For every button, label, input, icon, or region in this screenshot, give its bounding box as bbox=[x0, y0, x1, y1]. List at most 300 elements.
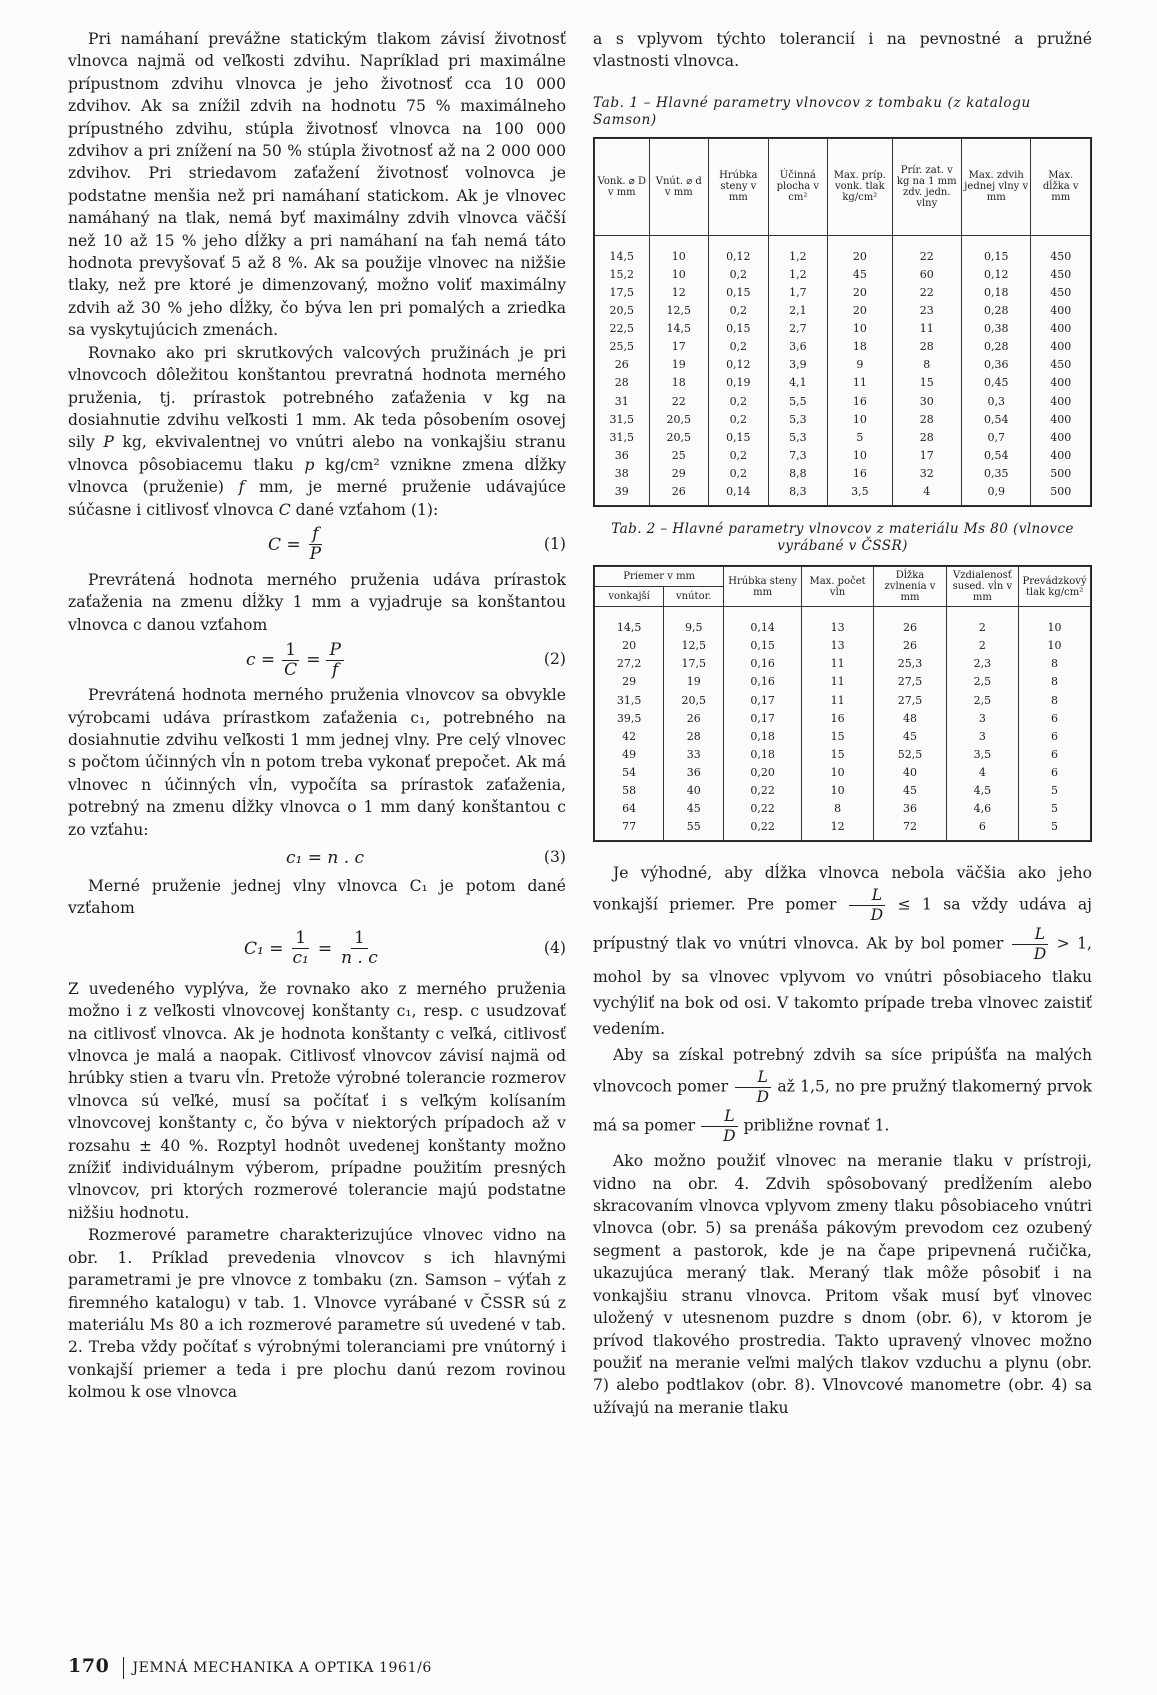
table2-row bbox=[595, 818, 1091, 841]
table2-caption: Tab. 2 – Hlavné parametry vlnovcov z materiálu Ms 80 (vlnovce vyrábané v ČSSR) bbox=[611, 521, 1074, 555]
text-run: kg, ekvivalentnej vo vnútri alebo na vonkajšiu stranu vlnovca pôsobiacemu tlaku bbox=[68, 433, 566, 474]
table2-cell: 15 bbox=[801, 728, 873, 746]
eq3-expression: c₁ = n . c bbox=[286, 848, 365, 868]
th-tlak: Prevádzkový tlak kg/cm² bbox=[1019, 567, 1091, 607]
table1-cell: 0,2 bbox=[709, 465, 769, 483]
table2-cell: 10 bbox=[801, 782, 873, 800]
table1-cell: 500 bbox=[1031, 465, 1091, 483]
table1-cell: 45 bbox=[828, 266, 892, 284]
table1-cell: 0,7 bbox=[962, 429, 1031, 447]
eq3-label: (3) bbox=[543, 848, 566, 866]
table1-cell: 0,2 bbox=[709, 393, 769, 411]
table1-cell: 20,5 bbox=[595, 302, 650, 320]
table2-cell: 11 bbox=[801, 655, 873, 673]
right-column bbox=[593, 28, 1092, 1419]
table1-cell: 31 bbox=[595, 393, 650, 411]
table1-cell: 10 bbox=[649, 266, 709, 284]
table1-cell: 28 bbox=[892, 429, 961, 447]
text-run: > 1, mohol by sa vlnovec vplyvom vo vnútri pôsobiaceho tlaku vychýliť na bok od osi. V takomto prípade treba vlnovec zaistiť vedením. bbox=[593, 934, 1092, 1039]
equation-1 bbox=[68, 521, 566, 569]
table1-cell: 25,5 bbox=[595, 338, 650, 356]
table1-cell: 8,3 bbox=[768, 483, 828, 506]
table1-row bbox=[595, 465, 1091, 483]
table2-cell: 27,2 bbox=[595, 655, 664, 673]
eq1-fraction bbox=[307, 525, 324, 564]
table1-cell: 18 bbox=[649, 374, 709, 392]
table1-cell: 36 bbox=[595, 447, 650, 465]
eq4-fraction-2 bbox=[338, 929, 381, 968]
table1-header: Max. zdvih jednej vlny v mm bbox=[962, 138, 1031, 235]
table2-cell: 5 bbox=[1019, 782, 1091, 800]
table1-cell: 0,28 bbox=[962, 302, 1031, 320]
table1-cell: 20,5 bbox=[649, 429, 709, 447]
table1-cell: 0,15 bbox=[709, 429, 769, 447]
eq2-fraction-1 bbox=[281, 641, 300, 680]
table2-cell: 0,16 bbox=[724, 655, 802, 673]
table2-cell: 55 bbox=[664, 818, 724, 841]
left-column bbox=[68, 28, 566, 1404]
table1-cell: 0,15 bbox=[709, 284, 769, 302]
table1-header: Prír. zat. v kg na 1 mm zdv. jedn. vlny bbox=[892, 138, 961, 235]
table1-cell: 400 bbox=[1031, 447, 1091, 465]
table1-cell: 11 bbox=[828, 374, 892, 392]
ratio-den: D bbox=[723, 1127, 736, 1146]
th-hrubka: Hrúbka steny mm bbox=[724, 567, 802, 607]
table1-cell: 16 bbox=[828, 465, 892, 483]
table2-cell: 6 bbox=[1019, 764, 1091, 782]
paragraph-wave-count: Prevrátená hodnota merného pruženia vlnovcov sa obvykle výrobcami udáva prírastkom zaťaženia c₁, potrebného na dosiahnutie zdvihu veľkosti 1 mm jednej vlny. Pre celý vlnovec s počtom účinných vĺn n potom treba vykonať prepočet. Ak má vlnovec n účinných vĺn, vypočíta sa prírastok zaťaženia, potrebný na zmenu dĺžky vlnovca o 1 mm daný konštantou c zo vzťahu: bbox=[68, 686, 566, 839]
th-vnutor: vnútor. bbox=[664, 587, 724, 607]
table2-cell: 4,5 bbox=[946, 782, 1018, 800]
table1-cell: 0,28 bbox=[962, 338, 1031, 356]
table1-cell: 23 bbox=[892, 302, 961, 320]
table1-cell: 31,5 bbox=[595, 411, 650, 429]
table2-cell: 58 bbox=[595, 782, 664, 800]
table2-cell: 26 bbox=[874, 607, 946, 638]
text-run: Rovnako ako pri skrutkových valcových pružinách je pri vlnovcoch dôležitou konštantou prevratná hodnota merného pruženia, tj. prírastok potrebného zaťaženia v kg na dosiahnutie zdvihu veľkosti 1 mm. Ak teda pôsobením osovej sily bbox=[68, 343, 566, 452]
table1-cell: 0,9 bbox=[962, 483, 1031, 506]
table1-row bbox=[595, 411, 1091, 429]
table1-cell: 39 bbox=[595, 483, 650, 506]
table2-cell: 3 bbox=[946, 710, 1018, 728]
table1-header: Vonk. ⌀ D v mm bbox=[595, 138, 650, 235]
table1-cell: 15 bbox=[892, 374, 961, 392]
table2-cell: 5 bbox=[1019, 818, 1091, 841]
table2-cell: 25,3 bbox=[874, 655, 946, 673]
table1-cell: 0,36 bbox=[962, 356, 1031, 374]
table2-cell: 27,5 bbox=[874, 692, 946, 710]
table1-cell: 20 bbox=[828, 284, 892, 302]
table2-cell: 45 bbox=[664, 800, 724, 818]
table2-cell: 14,5 bbox=[595, 607, 664, 638]
table1-cell: 14,5 bbox=[595, 235, 650, 266]
table1-cell: 0,2 bbox=[709, 266, 769, 284]
text-run: mm, je merné pruženie udávajúce súčasne i citlivosť vlnovca bbox=[68, 478, 566, 519]
table1-cell: 400 bbox=[1031, 429, 1091, 447]
table2-row bbox=[595, 673, 1091, 691]
table2-cell: 45 bbox=[874, 782, 946, 800]
page-number: 170 bbox=[68, 1655, 110, 1677]
table2-cell: 15 bbox=[801, 746, 873, 764]
table2-cell: 49 bbox=[595, 746, 664, 764]
table1 bbox=[593, 137, 1092, 507]
eq4-num2: 1 bbox=[351, 929, 368, 949]
table1-cell: 14,5 bbox=[649, 320, 709, 338]
table1-cell: 17 bbox=[649, 338, 709, 356]
journal-title: JEMNÁ MECHANIKA A OPTIKA 1961/6 bbox=[132, 1660, 432, 1676]
ratio-fraction bbox=[1011, 925, 1050, 964]
paragraph-spring-constant bbox=[68, 342, 566, 521]
paragraph-single-wave: Merné pruženie jednej vlny vlnovca C₁ je potom dané vzťahom bbox=[68, 877, 566, 918]
table1-cell: 1,7 bbox=[768, 284, 828, 302]
eq2-num1: 1 bbox=[282, 641, 299, 661]
symbol-C: C bbox=[278, 500, 291, 519]
table1-cell: 3,9 bbox=[768, 356, 828, 374]
text-run: ≤ 1 sa vždy udáva aj prípustný tlak vo vnútri vlnovca. Ak by bol pomer bbox=[593, 895, 1093, 953]
eq1-lhs: C = bbox=[268, 534, 301, 555]
table2-cell: 48 bbox=[874, 710, 946, 728]
table2-cell: 64 bbox=[595, 800, 664, 818]
page-footer bbox=[68, 1655, 432, 1679]
text-run: až 1,5, no pre pružný tlakomerný prvok má sa pomer bbox=[593, 1077, 1092, 1135]
text-run: Je výhodné, aby dĺžka vlnovca nebola väčšia ako jeho vonkajší priemer. Pre pomer bbox=[593, 864, 1092, 914]
table2-cell: 4 bbox=[946, 764, 1018, 782]
table1-cell: 400 bbox=[1031, 393, 1091, 411]
table2-row bbox=[595, 607, 1091, 638]
table2-cell: 29 bbox=[595, 673, 664, 691]
table2-cell: 2,5 bbox=[946, 692, 1018, 710]
table1-cell: 7,3 bbox=[768, 447, 828, 465]
table1-cell: 0,15 bbox=[962, 235, 1031, 266]
table1-cell: 16 bbox=[828, 393, 892, 411]
table2-cell: 54 bbox=[595, 764, 664, 782]
table2-cell: 10 bbox=[801, 764, 873, 782]
table2-cell: 40 bbox=[874, 764, 946, 782]
table1-cell: 60 bbox=[892, 266, 961, 284]
table1-cell: 2,7 bbox=[768, 320, 828, 338]
table1-header: Účinná plocha v cm² bbox=[768, 138, 828, 235]
table2-cell: 12,5 bbox=[664, 637, 724, 655]
paragraph-ratio-2 bbox=[593, 1042, 1092, 1146]
table1-cell: 22 bbox=[892, 235, 961, 266]
table2-row bbox=[595, 782, 1091, 800]
ratio-num: L bbox=[1012, 925, 1048, 945]
table2-cell: 6 bbox=[946, 818, 1018, 841]
table1-cell: 1,2 bbox=[768, 235, 828, 266]
th-vzdialenost: Vzdialenosť sused. vĺn v mm bbox=[946, 567, 1018, 607]
table2-cell: 45 bbox=[874, 728, 946, 746]
table1-cell: 28 bbox=[892, 338, 961, 356]
table1-row bbox=[595, 447, 1091, 465]
table1-cell: 0,19 bbox=[709, 374, 769, 392]
paragraph-inverse-constant: Prevrátená hodnota merného pruženia udáva prírastok zaťaženia na zmenu dĺžky 1 mm a vyjadruje sa konštantou vlnovca c danou vzťahom bbox=[68, 570, 566, 634]
paragraph-manometer: Ako možno použiť vlnovec na meranie tlaku v prístroji, vidno na obr. 4. Zdvih spôsobovaný predĺžením alebo skracovaním vlnovca vplyvom zmeny tlaku pôsobiaceho vnútri vlnovca (obr. 5) sa prenáša pákovým prevodom cez ozubený segment a pastorok, kde je na čape pripevnená ručička, ukazujúca meraný tlak. Meraný tlak môže pôsobiť i na vonkajšiu stranu vlnovca. Pritom však musí byť vlnovec uložený v utesnenom puzdre s dnom (obr. 6), v ktorom je prívod tlakového prostredia. Takto upravený vlnovec možno použiť na meranie veľmi malých tlakov vzduchu a plynu (obr. 7) alebo podtlakov (obr. 8). Vlnovcové manometre (obr. 4) sa užívajú na meranie tlaku bbox=[593, 1152, 1092, 1417]
th-priemer: Priemer v mm bbox=[595, 567, 724, 587]
table1-cell: 3,5 bbox=[828, 483, 892, 506]
table1-cell: 29 bbox=[649, 465, 709, 483]
table1-caption: Tab. 1 – Hlavné parametry vlnovcov z tombaku (z katalogu Samson) bbox=[593, 94, 1031, 128]
table1-row bbox=[595, 429, 1091, 447]
table2-cell: 77 bbox=[595, 818, 664, 841]
symbol-p: p bbox=[304, 455, 315, 474]
table2-cell: 42 bbox=[595, 728, 664, 746]
eq4-label: (4) bbox=[543, 938, 566, 957]
eq1-label: (1) bbox=[543, 534, 566, 553]
ratio-den: D bbox=[756, 1088, 769, 1107]
eq4-lhs: C₁ = bbox=[244, 938, 284, 959]
table2-cell: 17,5 bbox=[664, 655, 724, 673]
paragraph-static-load: Pri namáhaní prevážne statickým tlakom závisí životnosť vlnovca najmä od veľkosti zdvihu. Napríklad pri maximálne prípustnom zdvihu vlnovca je jeho životnosť cca 10 000 zdvihov. Ak sa znížil zdvih na hodnotu 75 % maximálneho prípustného zdvihu, stúpla životnosť vlnovca na 100 000 zdvihov a pri znížení na 50 % stúpla životnosť až na 2 000 000 zdvihov. Pri striedavom zaťažení životnosť volnovca je podstatne menšia než pri namáhaní statickom. Ak je vlnovec namáhaný na tlak, nemá byť maximálny zdvih vlnovca väčší než 10 až 15 % jeho dĺžky a pri namáhaní na ťah nemá táto hodnota prevyšovať 5 až 8 %. Ak sa použije vlnovec na nižšie tlaky, než pre ktoré je dimenzovaný, možno voliť maximálny zdvih až 30 % jeho dĺžky, čo býva len pri pomalých a zriedka sa vyskytujúcich zmenách. bbox=[68, 30, 566, 340]
table2-cell: 4,6 bbox=[946, 800, 1018, 818]
eq4-den2: n . c bbox=[341, 948, 378, 969]
table2-cell: 0,20 bbox=[724, 764, 802, 782]
table2-cell: 2,5 bbox=[946, 673, 1018, 691]
ratio-num: L bbox=[701, 1107, 737, 1127]
table2-row bbox=[595, 655, 1091, 673]
table1-cell: 0,2 bbox=[709, 411, 769, 429]
table2-cell: 28 bbox=[664, 728, 724, 746]
table1-cell: 0,15 bbox=[709, 320, 769, 338]
table1-row bbox=[595, 374, 1091, 392]
table2-cell: 31,5 bbox=[595, 692, 664, 710]
table2-cell: 0,17 bbox=[724, 710, 802, 728]
symbol-P: P bbox=[103, 433, 114, 452]
table1-cell: 28 bbox=[892, 411, 961, 429]
table2-cell: 0,18 bbox=[724, 746, 802, 764]
table1-cell: 3,6 bbox=[768, 338, 828, 356]
table1-row bbox=[595, 356, 1091, 374]
table1-cell: 12,5 bbox=[649, 302, 709, 320]
table2-cell: 39,5 bbox=[595, 710, 664, 728]
table1-cell: 500 bbox=[1031, 483, 1091, 506]
table1-cell: 5 bbox=[828, 429, 892, 447]
equation-2 bbox=[68, 636, 566, 684]
table1-cell: 22 bbox=[892, 284, 961, 302]
table2-row bbox=[595, 637, 1091, 655]
table2-cell: 27,5 bbox=[874, 673, 946, 691]
table1-cell: 0,54 bbox=[962, 411, 1031, 429]
table1-cell: 450 bbox=[1031, 284, 1091, 302]
table1-cell: 0,12 bbox=[962, 266, 1031, 284]
eq4-fraction-1 bbox=[289, 929, 311, 968]
table2-cell: 8 bbox=[1019, 692, 1091, 710]
table2-cell: 72 bbox=[874, 818, 946, 841]
eq2-lhs: c = bbox=[246, 650, 276, 671]
table1-cell: 0,18 bbox=[962, 284, 1031, 302]
table2-cell: 11 bbox=[801, 673, 873, 691]
table1-cell: 22,5 bbox=[595, 320, 650, 338]
table2-cell: 2 bbox=[946, 637, 1018, 655]
table1-cell: 450 bbox=[1031, 235, 1091, 266]
table2-cell: 8 bbox=[1019, 673, 1091, 691]
table2-cell: 9,5 bbox=[664, 607, 724, 638]
table1-cell: 17 bbox=[892, 447, 961, 465]
paragraph-continued: a s vplyvom týchto tolerancií i na pevnostné a pružné vlastnosti vlnovca. bbox=[593, 30, 1092, 71]
table2-row bbox=[595, 764, 1091, 782]
table2-cell: 11 bbox=[801, 692, 873, 710]
equation-3 bbox=[68, 841, 566, 875]
th-vonkajsi: vonkajší bbox=[595, 587, 664, 607]
table2-cell: 6 bbox=[1019, 746, 1091, 764]
table1-row bbox=[595, 320, 1091, 338]
th-dlzka: Dĺžka zvlnenia v mm bbox=[874, 567, 946, 607]
table1-cell: 20 bbox=[828, 235, 892, 266]
table2-cell: 0,15 bbox=[724, 637, 802, 655]
table1-cell: 8,8 bbox=[768, 465, 828, 483]
table1-cell: 30 bbox=[892, 393, 961, 411]
table1-cell: 4,1 bbox=[768, 374, 828, 392]
table2-cell: 0,14 bbox=[724, 607, 802, 638]
table2-cell: 36 bbox=[874, 800, 946, 818]
table1-cell: 400 bbox=[1031, 320, 1091, 338]
eq4-num1: 1 bbox=[292, 929, 309, 949]
table2-row bbox=[595, 692, 1091, 710]
ratio-fraction bbox=[733, 1068, 772, 1107]
table2-cell: 52,5 bbox=[874, 746, 946, 764]
table1-cell: 38 bbox=[595, 465, 650, 483]
table1-header: Max. príp. vonk. tlak kg/cm² bbox=[828, 138, 892, 235]
table2-cell: 3 bbox=[946, 728, 1018, 746]
table1-row bbox=[595, 338, 1091, 356]
eq2-den2: f bbox=[332, 659, 339, 680]
eq2-den1: C bbox=[284, 659, 298, 680]
table1-cell: 0,12 bbox=[709, 356, 769, 374]
ratio-den: D bbox=[1033, 945, 1047, 964]
text-run: približne rovnať 1. bbox=[743, 1116, 890, 1135]
table1-row bbox=[595, 284, 1091, 302]
table1-cell: 5,3 bbox=[768, 429, 828, 447]
table1-cell: 400 bbox=[1031, 411, 1091, 429]
table1-cell: 25 bbox=[649, 447, 709, 465]
table2-cell: 13 bbox=[801, 607, 873, 638]
table1-cell: 10 bbox=[649, 235, 709, 266]
table1-cell: 0,45 bbox=[962, 374, 1031, 392]
table1-cell: 450 bbox=[1031, 356, 1091, 374]
th-pocet: Max. počet vĺn bbox=[801, 567, 873, 607]
table2-cell: 6 bbox=[1019, 710, 1091, 728]
table1-cell: 26 bbox=[649, 483, 709, 506]
table2-cell: 10 bbox=[1019, 607, 1091, 638]
table2-cell: 0,22 bbox=[724, 800, 802, 818]
eq1-denominator: P bbox=[309, 544, 322, 565]
table1-cell: 10 bbox=[828, 447, 892, 465]
table1-cell: 12 bbox=[649, 284, 709, 302]
table1-cell: 1,2 bbox=[768, 266, 828, 284]
table2-cell: 12 bbox=[801, 818, 873, 841]
table2-cell: 5 bbox=[1019, 800, 1091, 818]
table2-cell: 0,22 bbox=[724, 782, 802, 800]
text-run: dané vzťahom (1): bbox=[295, 500, 439, 519]
table2-cell: 6 bbox=[1019, 728, 1091, 746]
table1-header: Max. dĺžka v mm bbox=[1031, 138, 1091, 235]
table1-cell: 19 bbox=[649, 356, 709, 374]
table1-cell: 0,35 bbox=[962, 465, 1031, 483]
table1-row bbox=[595, 393, 1091, 411]
table2 bbox=[593, 565, 1092, 842]
eq4-den1: c₁ bbox=[292, 948, 309, 969]
table1-cell: 28 bbox=[595, 374, 650, 392]
table2-cell: 0,16 bbox=[724, 673, 802, 691]
eq1-numerator: f bbox=[309, 525, 321, 545]
table1-row bbox=[595, 483, 1091, 506]
table1-cell: 400 bbox=[1031, 338, 1091, 356]
table1-cell: 8 bbox=[892, 356, 961, 374]
table1-cell: 32 bbox=[892, 465, 961, 483]
table1-cell: 11 bbox=[892, 320, 961, 338]
table2-row bbox=[595, 728, 1091, 746]
table2-cell: 10 bbox=[1019, 637, 1091, 655]
eq2-label: (2) bbox=[543, 650, 566, 669]
table1-cell: 0,2 bbox=[709, 302, 769, 320]
paragraph-ratio bbox=[593, 860, 1092, 1042]
table1-cell: 400 bbox=[1031, 302, 1091, 320]
table2-cell: 0,18 bbox=[724, 728, 802, 746]
eq2-num2: P bbox=[326, 641, 343, 661]
table1-cell: 0,54 bbox=[962, 447, 1031, 465]
footer-divider bbox=[123, 1657, 124, 1679]
table2-cell: 2,3 bbox=[946, 655, 1018, 673]
table1-cell: 15,2 bbox=[595, 266, 650, 284]
table1-cell: 2,1 bbox=[768, 302, 828, 320]
table2-cell: 13 bbox=[801, 637, 873, 655]
table2-cell: 2 bbox=[946, 607, 1018, 638]
table2-row bbox=[595, 710, 1091, 728]
table1-cell: 31,5 bbox=[595, 429, 650, 447]
table1-cell: 20 bbox=[828, 302, 892, 320]
table1-cell: 0,3 bbox=[962, 393, 1031, 411]
eq2-equals: = bbox=[306, 650, 321, 671]
table1-cell: 26 bbox=[595, 356, 650, 374]
table1-cell: 0,2 bbox=[709, 338, 769, 356]
table2-cell: 26 bbox=[664, 710, 724, 728]
text-run: Aby sa získal potrebný zdvih sa síce pripúšťa na malých vlnovcoch pomer bbox=[593, 1046, 1092, 1096]
ratio-num: L bbox=[735, 1068, 771, 1088]
table1-header: Hrúbka steny v mm bbox=[709, 138, 769, 235]
table2-cell: 3,5 bbox=[946, 746, 1018, 764]
table2-row bbox=[595, 800, 1091, 818]
ratio-num: L bbox=[849, 886, 885, 906]
symbol-f: f bbox=[238, 478, 245, 497]
table2-cell: 16 bbox=[801, 710, 873, 728]
table1-cell: 5,5 bbox=[768, 393, 828, 411]
table2-cell: 36 bbox=[664, 764, 724, 782]
eq4-equals: = bbox=[317, 938, 333, 959]
eq2-fraction-2 bbox=[326, 641, 343, 680]
table2-cell: 20,5 bbox=[664, 692, 724, 710]
table2-cell: 0,22 bbox=[724, 818, 802, 841]
table2-row bbox=[595, 746, 1091, 764]
table1-cell: 18 bbox=[828, 338, 892, 356]
table1-cell: 4 bbox=[892, 483, 961, 506]
text-run: kg/cm² vznikne zmena dĺžky vlnovca (pruženie) bbox=[68, 455, 567, 497]
table1-cell: 10 bbox=[828, 320, 892, 338]
table2-cell: 26 bbox=[874, 637, 946, 655]
table2-cell: 40 bbox=[664, 782, 724, 800]
ratio-den: D bbox=[870, 906, 884, 925]
table1-row bbox=[595, 235, 1091, 266]
table2-cell: 0,17 bbox=[724, 692, 802, 710]
table1-cell: 17,5 bbox=[595, 284, 650, 302]
table1-header: Vnút. ⌀ d v mm bbox=[649, 138, 709, 235]
table2-cell: 8 bbox=[1019, 655, 1091, 673]
table1-cell: 20,5 bbox=[649, 411, 709, 429]
paragraph-tolerances: Z uvedeného vyplýva, že rovnako ako z merného pruženia možno i z veľkosti vlnovcovej konštanty c₁, resp. c usudzovať na citlivosť vlnovca. Ak je hodnota konštanty c veľká, citlivosť vlnovca je malá a naopak. Citlivosť vlnovcov závisí najmä od hrúbky stien a tvaru vĺn. Pretože výrobné tolerancie rozmerov vlnovca sú veľké, musí sa počítať i s veľkým kolísaním vlnovcovej konštanty c, čo býva v niektorých prípadoch až v rozsahu ± 40 %. Rozptyl hodnôt uvedenej konštanty možno znížiť individuálnym výberom, prípadne použitím presných vlnovcov, pri ktorých rozmerové tolerancie majú podstatne nižšiu hodnotu. bbox=[68, 979, 566, 1222]
equation-4 bbox=[68, 920, 566, 978]
table2-cell: 19 bbox=[664, 673, 724, 691]
table2-cell: 8 bbox=[801, 800, 873, 818]
table1-cell: 22 bbox=[649, 393, 709, 411]
ratio-fraction bbox=[700, 1107, 739, 1146]
